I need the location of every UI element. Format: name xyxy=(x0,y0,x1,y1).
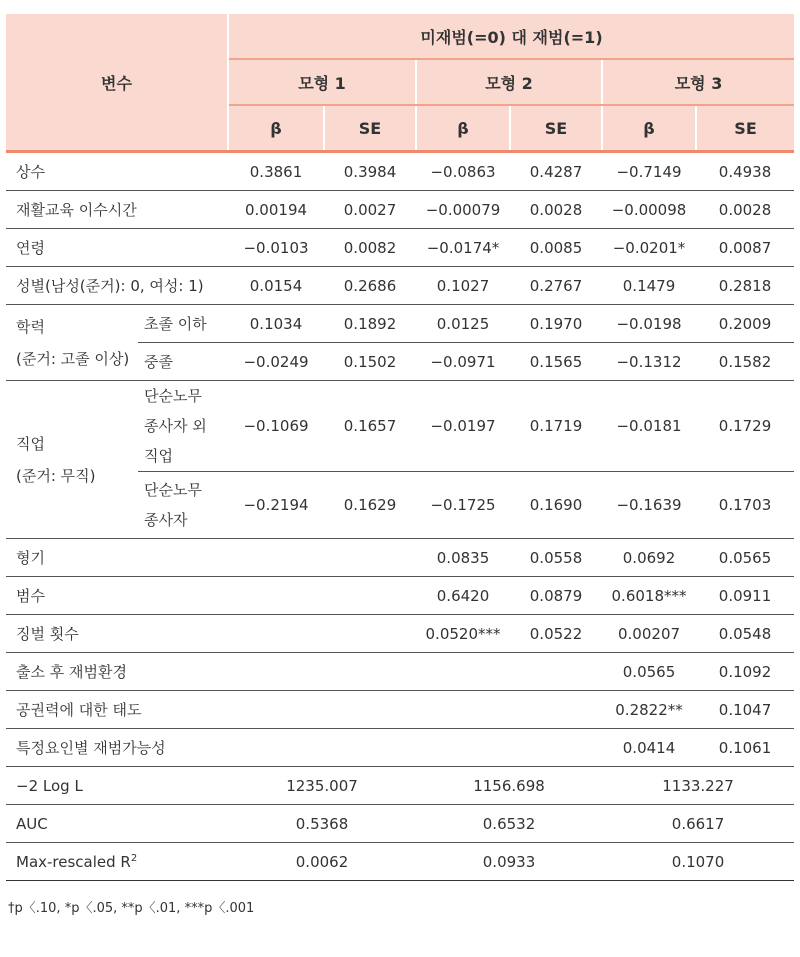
cell: 0.0911 xyxy=(696,577,794,615)
table-row xyxy=(6,539,794,577)
cell xyxy=(228,615,324,653)
cell: 0.1047 xyxy=(696,691,794,729)
table-row xyxy=(6,191,794,229)
cell xyxy=(228,729,324,767)
cell: 0.6532 xyxy=(416,805,602,843)
row-label: 특정요인별 재범가능성 xyxy=(6,729,228,767)
table-row xyxy=(6,267,794,305)
cell: −0.0197 xyxy=(416,381,510,472)
regression-table xyxy=(6,14,794,881)
cell: 0.0520*** xyxy=(416,615,510,653)
cell: 0.0522 xyxy=(510,615,602,653)
row-label: 재활교육 이수시간 xyxy=(6,191,228,229)
table-row xyxy=(6,381,794,472)
sublabel-line: 직업 xyxy=(144,447,173,465)
beta-header: β xyxy=(602,105,696,152)
cell: 0.1070 xyxy=(602,843,794,881)
cell: 0.4287 xyxy=(510,152,602,191)
cell: 0.0565 xyxy=(602,653,696,691)
cell: −0.00098 xyxy=(602,191,696,229)
row-label: 성별(남성(준거): 0, 여성: 1) xyxy=(6,267,228,305)
cell: −0.0103 xyxy=(228,229,324,267)
cell: −0.1069 xyxy=(228,381,324,472)
group-label-title: 학력 xyxy=(16,317,45,336)
cell: −0.0181 xyxy=(602,381,696,472)
beta-header: β xyxy=(228,105,324,152)
model-1-header: 모형 1 xyxy=(228,59,416,105)
row-group-label xyxy=(6,381,138,539)
cell: 0.6420 xyxy=(416,577,510,615)
cell xyxy=(228,691,324,729)
cell: 0.3861 xyxy=(228,152,324,191)
group-label-reference: (준거: 무직) xyxy=(16,466,96,485)
cell xyxy=(324,691,416,729)
cell: 0.1690 xyxy=(510,472,602,539)
row-label: 출소 후 재범환경 xyxy=(6,653,228,691)
row-sublabel xyxy=(138,381,228,472)
cell: 0.0835 xyxy=(416,539,510,577)
row-label xyxy=(6,843,228,881)
cell: 0.1061 xyxy=(696,729,794,767)
row-label: AUC xyxy=(6,805,228,843)
cell: 0.1703 xyxy=(696,472,794,539)
row-label: −2 Log L xyxy=(6,767,228,805)
row-label-superscript: 2 xyxy=(130,852,138,864)
cell: 0.2767 xyxy=(510,267,602,305)
cell: 0.1034 xyxy=(228,305,324,343)
cell: 0.1657 xyxy=(324,381,416,472)
row-label-text: Max-rescaled R xyxy=(16,852,131,871)
cell: 0.2822** xyxy=(602,691,696,729)
se-header: SE xyxy=(324,105,416,152)
cell xyxy=(510,729,602,767)
cell: 0.6018*** xyxy=(602,577,696,615)
cell xyxy=(324,653,416,691)
cell xyxy=(324,729,416,767)
cell: −0.0198 xyxy=(602,305,696,343)
cell: 0.0692 xyxy=(602,539,696,577)
table-row xyxy=(6,152,794,191)
cell: −0.0971 xyxy=(416,343,510,381)
cell: 0.2818 xyxy=(696,267,794,305)
cell: 0.0548 xyxy=(696,615,794,653)
cell xyxy=(324,539,416,577)
cell: 0.0414 xyxy=(602,729,696,767)
group-label-title: 직업 xyxy=(16,434,45,453)
cell: −0.1312 xyxy=(602,343,696,381)
cell: 0.0558 xyxy=(510,539,602,577)
table-row xyxy=(6,843,794,881)
cell: 0.1565 xyxy=(510,343,602,381)
cell: −0.0201* xyxy=(602,229,696,267)
cell: 0.1629 xyxy=(324,472,416,539)
cell: 0.1970 xyxy=(510,305,602,343)
cell: −0.0863 xyxy=(416,152,510,191)
cell: 0.0028 xyxy=(510,191,602,229)
cell xyxy=(228,577,324,615)
cell: 0.0082 xyxy=(324,229,416,267)
cell xyxy=(228,653,324,691)
cell: −0.1639 xyxy=(602,472,696,539)
row-label: 형기 xyxy=(6,539,228,577)
cell: 0.0125 xyxy=(416,305,510,343)
cell: 0.0062 xyxy=(228,843,416,881)
row-label: 공권력에 대한 태도 xyxy=(6,691,228,729)
cell: −0.1725 xyxy=(416,472,510,539)
group-label-reference: (준거: 고졸 이상) xyxy=(16,349,130,368)
cell: −0.0249 xyxy=(228,343,324,381)
cell: −0.2194 xyxy=(228,472,324,539)
table-row xyxy=(6,729,794,767)
regression-table-container xyxy=(6,14,794,916)
model-3-header: 모형 3 xyxy=(602,59,794,105)
significance-note: †p〈.10, *p〈.05, **p〈.01, ***p〈.001 xyxy=(8,901,255,916)
cell xyxy=(324,577,416,615)
table-row xyxy=(6,767,794,805)
table-row xyxy=(6,229,794,267)
cell: 0.00194 xyxy=(228,191,324,229)
table-row xyxy=(6,305,794,343)
cell: 0.3984 xyxy=(324,152,416,191)
sublabel-line: 단순노무 xyxy=(144,387,202,405)
sublabel-line: 단순노무 xyxy=(144,481,202,499)
cell: −0.7149 xyxy=(602,152,696,191)
row-label: 상수 xyxy=(6,152,228,191)
cell: 0.0154 xyxy=(228,267,324,305)
cell: 0.1582 xyxy=(696,343,794,381)
cell: 0.2686 xyxy=(324,267,416,305)
table-row xyxy=(6,653,794,691)
cell xyxy=(510,691,602,729)
cell xyxy=(324,615,416,653)
row-group-label xyxy=(6,305,138,381)
table-row xyxy=(6,691,794,729)
row-sublabel xyxy=(138,472,228,539)
cell: 0.0085 xyxy=(510,229,602,267)
cell xyxy=(416,729,510,767)
cell: −0.0174* xyxy=(416,229,510,267)
model-2-header: 모형 2 xyxy=(416,59,602,105)
cell: 0.1502 xyxy=(324,343,416,381)
cell: 0.2009 xyxy=(696,305,794,343)
row-sublabel: 초졸 이하 xyxy=(138,305,228,343)
sublabel-line: 종사자 외 xyxy=(144,417,207,435)
cell: 0.0028 xyxy=(696,191,794,229)
table-body xyxy=(6,152,794,881)
cell xyxy=(228,539,324,577)
cell: 0.1729 xyxy=(696,381,794,472)
cell xyxy=(416,653,510,691)
cell: 0.0933 xyxy=(416,843,602,881)
table-row xyxy=(6,615,794,653)
cell: 0.5368 xyxy=(228,805,416,843)
cell: 0.00207 xyxy=(602,615,696,653)
beta-header: β xyxy=(416,105,510,152)
row-label: 징벌 횟수 xyxy=(6,615,228,653)
variable-header: 변수 xyxy=(6,14,228,152)
cell: 1133.227 xyxy=(602,767,794,805)
cell: 0.1027 xyxy=(416,267,510,305)
cell: 0.0565 xyxy=(696,539,794,577)
se-header: SE xyxy=(510,105,602,152)
cell: 0.0879 xyxy=(510,577,602,615)
sublabel-line: 종사자 xyxy=(144,511,188,529)
cell: 0.0027 xyxy=(324,191,416,229)
cell: 1235.007 xyxy=(228,767,416,805)
group-header: 미재범(=0) 대 재범(=1) xyxy=(228,14,794,59)
cell: 0.4938 xyxy=(696,152,794,191)
row-label: 범수 xyxy=(6,577,228,615)
cell xyxy=(510,653,602,691)
cell: 0.1092 xyxy=(696,653,794,691)
row-label: 연령 xyxy=(6,229,228,267)
cell: 0.6617 xyxy=(602,805,794,843)
cell: −0.00079 xyxy=(416,191,510,229)
se-header: SE xyxy=(696,105,794,152)
table-header xyxy=(6,14,794,152)
cell: 1156.698 xyxy=(416,767,602,805)
table-row xyxy=(6,805,794,843)
cell: 0.1892 xyxy=(324,305,416,343)
cell: 0.0087 xyxy=(696,229,794,267)
cell: 0.1719 xyxy=(510,381,602,472)
cell: 0.1479 xyxy=(602,267,696,305)
cell xyxy=(416,691,510,729)
row-sublabel: 중졸 xyxy=(138,343,228,381)
table-row xyxy=(6,577,794,615)
